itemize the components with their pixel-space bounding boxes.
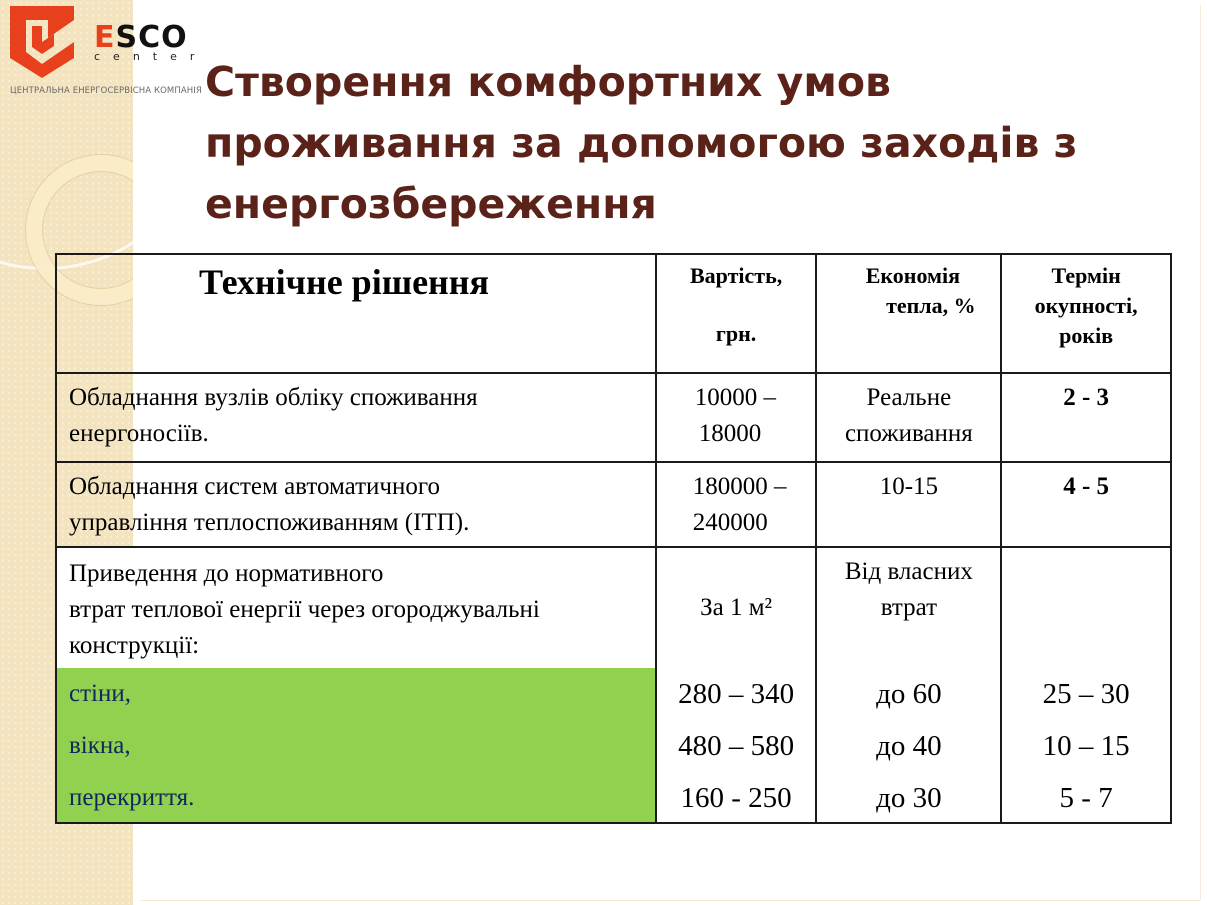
table-row (56, 373, 1171, 462)
logo-subtitle: center (94, 50, 208, 63)
highlighted-subitems (57, 668, 655, 822)
cell-solution (56, 373, 656, 462)
header-text: Економія (865, 263, 961, 288)
cell-text: 280 – 340 (678, 678, 795, 710)
cell-text: до 60 (876, 678, 942, 710)
cell-text: управління теплоспоживанням (ІТП). (69, 509, 470, 536)
cell-text: Реальне (866, 384, 952, 411)
title-line: енергозбереження (205, 180, 657, 228)
cell-text: 25 – 30 (1042, 678, 1130, 710)
cell-text: 480 – 580 (678, 730, 795, 762)
slide-edge (1200, 5, 1201, 900)
logo-wordmark: ESCO (94, 20, 188, 55)
header-text: грн. (715, 321, 757, 346)
cell-text: Від власних (844, 558, 973, 585)
cell-text: 10000 – (694, 384, 776, 411)
title-line: проживання за допомогою заходів з (205, 119, 1078, 167)
logo-tagline: ЦЕНТРАЛЬНА ЕНЕРГОСЕРВІСНА КОМПАНІЯ (10, 86, 202, 96)
cell-text-block (57, 548, 655, 668)
cell-text: 5 - 7 (1059, 782, 1113, 814)
cell-cost (656, 547, 817, 823)
cell-payback (1001, 547, 1171, 823)
energy-measures-table (55, 253, 1172, 824)
header-payback (1001, 254, 1171, 373)
subitem-windows: вікна, (69, 732, 131, 759)
header-cost (656, 254, 817, 373)
cell-payback: 4 - 5 (1001, 462, 1171, 547)
cell-cost (656, 462, 817, 547)
cell-text: споживання (844, 420, 973, 447)
cell-text-block (817, 548, 1000, 626)
cell-text: до 40 (876, 730, 942, 762)
cell-text: до 30 (876, 782, 942, 814)
cell-payback: 2 - 3 (1001, 373, 1171, 462)
subitem-ceilings: перекриття. (69, 784, 195, 811)
slide-edge (140, 900, 1200, 901)
cell-solution (56, 462, 656, 547)
cell-text: Обладнання систем автоматичного (69, 473, 440, 500)
cell-text: За 1 м² (700, 594, 773, 621)
cell-text: енергоносіїв. (69, 420, 209, 447)
cell-text: 180000 – (692, 473, 787, 500)
cell-savings (816, 547, 1001, 823)
cell-savings (816, 462, 1001, 547)
table-row (56, 462, 1171, 547)
header-text: тепла, % (886, 293, 976, 318)
table-header-row (56, 254, 1171, 373)
slide-title (205, 52, 1165, 235)
esco-logo-mark-icon (8, 6, 80, 78)
cell-text: Обладнання вузлів обліку споживання (69, 384, 478, 411)
header-savings (816, 254, 1001, 373)
cell-text: втрат теплової енергії через огороджувальні (69, 596, 540, 623)
cell-text: Приведення до нормативного (69, 560, 384, 587)
cell-cost (656, 373, 817, 462)
cell-text: 240000 (692, 509, 768, 536)
header-text: окупності, (1034, 293, 1138, 318)
header-text: років (1059, 323, 1114, 348)
table-row (56, 547, 1171, 823)
title-line: Створення комфортних умов (205, 58, 891, 106)
cell-text: конструкції: (69, 632, 200, 659)
cell-text: 160 - 250 (680, 782, 792, 814)
cell-text: 10-15 (879, 473, 939, 500)
header-text: Вартість, (689, 263, 783, 288)
header-text: Термін (1051, 263, 1121, 288)
subitem-walls: стіни, (69, 680, 131, 707)
cell-savings (816, 373, 1001, 462)
cell-text: 18000 (698, 420, 762, 447)
cell-text: 10 – 15 (1042, 730, 1130, 762)
cell-solution (56, 547, 656, 823)
esco-logo (8, 6, 218, 96)
cell-text: втрат (880, 594, 938, 621)
header-solution: Технічне рішення (56, 254, 656, 373)
